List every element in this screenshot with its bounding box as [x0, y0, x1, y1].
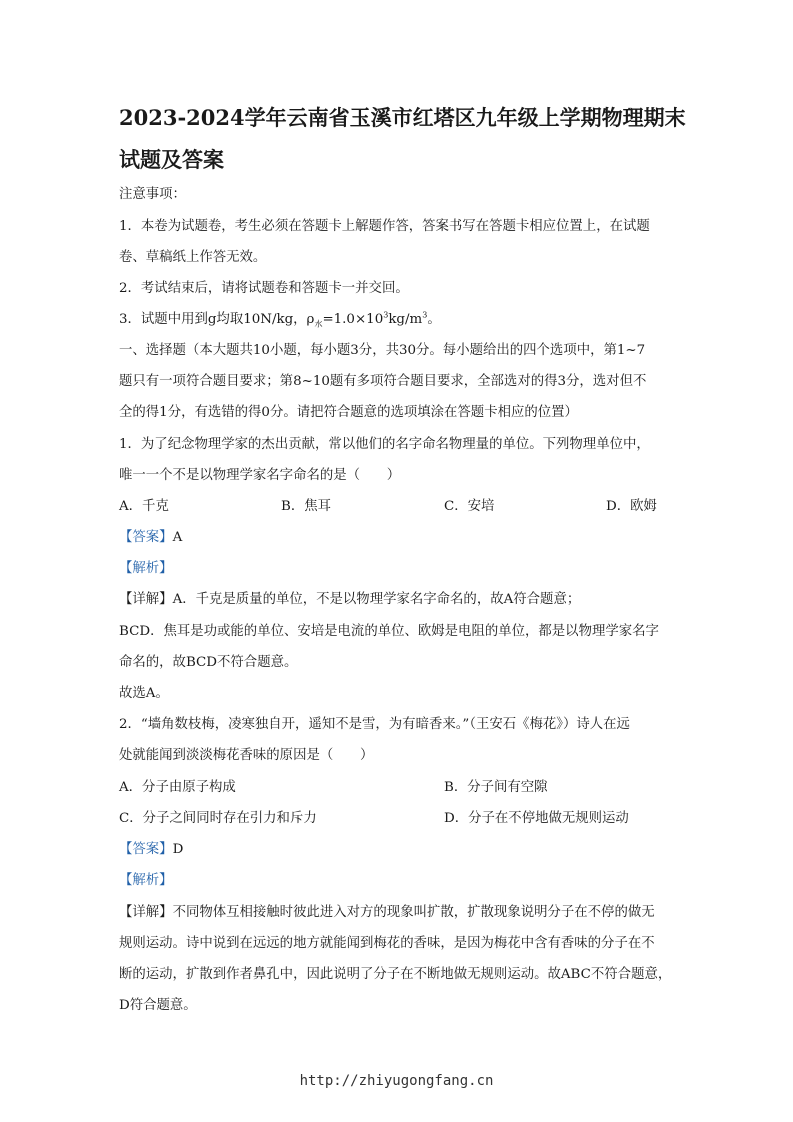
q2-option-c: C．分子之间同时存在引力和斥力: [119, 811, 317, 826]
q2-detail-d: D符合题意。: [119, 998, 197, 1013]
q1-detail-a: [119, 593, 580, 606]
q1-answer-value: A: [172, 530, 183, 545]
q1-detail-a-text: A．千克是质量的单位，不是以物理学家名字命名的，故A符合题意；: [172, 592, 581, 607]
q1-option-d: D．欧姆: [606, 499, 657, 514]
q2-option-a: A．分子由原子构成: [119, 780, 236, 795]
q1-option-b: B．焦耳: [281, 499, 332, 514]
q1-detail-b: BCD．焦耳是功或能的单位、安培是电流的单位、欧姆是电阻的单位，都是以物理学家名字: [119, 624, 659, 639]
q2-detail-tag: 【详解】: [119, 905, 173, 920]
q1-option-a: A．千克: [119, 499, 169, 514]
title-line-1: 2023-2024学年云南省玉溪市红塔区九年级上学期物理期末: [119, 105, 686, 130]
notice-item-3-unit: kg/m: [388, 312, 423, 327]
q2-analysis-tag: 【解析】: [119, 873, 173, 888]
q1-detail-tag: 【详解】: [119, 592, 173, 607]
q2-answer-value: D: [172, 842, 184, 857]
q1-answer: [119, 531, 182, 544]
q1-answer-tag: 【答案】: [119, 530, 173, 545]
q1-detail-c: 命名的，故BCD不符合题意。: [119, 655, 298, 670]
section-1-line-1: 一、选择题（本大题共10小题，每小题3分，共30分。每小题给出的四个选项中，第1~7: [119, 343, 646, 358]
notice-item-3-pre: 3．试题中用到g均取10N/kg，ρ: [119, 312, 315, 327]
notice-item-3-sub: 水: [314, 319, 323, 329]
q2-option-b: B．分子间有空隙: [444, 780, 548, 795]
q2-answer: [119, 843, 183, 856]
notice-item-1b: 卷、草稿纸上作答无效。: [119, 250, 267, 265]
notice-item-3-end: 。: [427, 312, 441, 327]
q1-conclusion: 故选A。: [119, 686, 169, 701]
title-line-2: 试题及答案: [119, 147, 224, 172]
notice-heading: 注意事项：: [119, 187, 186, 202]
q2-stem-b: 处就能闻到淡淡梅花香味的原因是（ ）: [119, 748, 374, 763]
notice-item-3-mid: =1.0×10: [322, 312, 384, 327]
notice-item-1a: 1．本卷为试题卷，考生必须在答题卡上解题作答，答案书写在答题卡相应位置上，在试题: [119, 219, 650, 234]
notice-item-2: 2．考试结束后，请将试题卷和答题卡一并交回。: [119, 281, 409, 296]
notice-item-3-sup2: 3: [422, 310, 428, 320]
q2-option-d: D．分子在不停地做无规则运动: [444, 811, 629, 826]
q1-option-c: C．安培: [444, 499, 495, 514]
q2-detail-a: [119, 906, 655, 919]
q2-stem-a: 2．“墙角数枝梅，凌寒独自开，遥知不是雪，为有暗香来。”（王安石《梅花》）诗人在远: [119, 717, 630, 732]
footer-url[interactable]: http://zhiyugongfang.cn: [299, 1073, 494, 1089]
q1-stem-a: 1．为了纪念物理学家的杰出贡献，常以他们的名字命名物理量的单位。下列物理单位中，: [119, 437, 650, 452]
q2-answer-tag: 【答案】: [119, 842, 173, 857]
q1-analysis-tag: 【解析】: [119, 561, 173, 576]
section-1-line-2: 题只有一项符合题目要求；第8~10题有多项符合题目要求，全部选对的得3分，选对但不: [119, 374, 647, 389]
notice-item-3: [119, 310, 441, 329]
q2-detail-c: 断的运动，扩散到作者鼻孔中，因此说明了分子在不断地做无规则运动。故ABC不符合题意，: [119, 967, 672, 982]
q2-detail-b: 规则运动。诗中说到在远远的地方就能闻到梅花的香味，是因为梅花中含有香味的分子在不: [119, 936, 655, 951]
q1-stem-b: 唯一一个不是以物理学家名字命名的是（ ）: [119, 468, 401, 483]
section-1-line-3: 全的得1分，有选错的得0分。请把符合题意的选项填涂在答题卡相应的位置）: [119, 405, 578, 420]
q2-detail-a-text: 不同物体互相接触时彼此进入对方的现象叫扩散，扩散现象说明分子在不停的做无: [172, 905, 655, 920]
notice-item-3-sup: 3: [383, 310, 389, 320]
